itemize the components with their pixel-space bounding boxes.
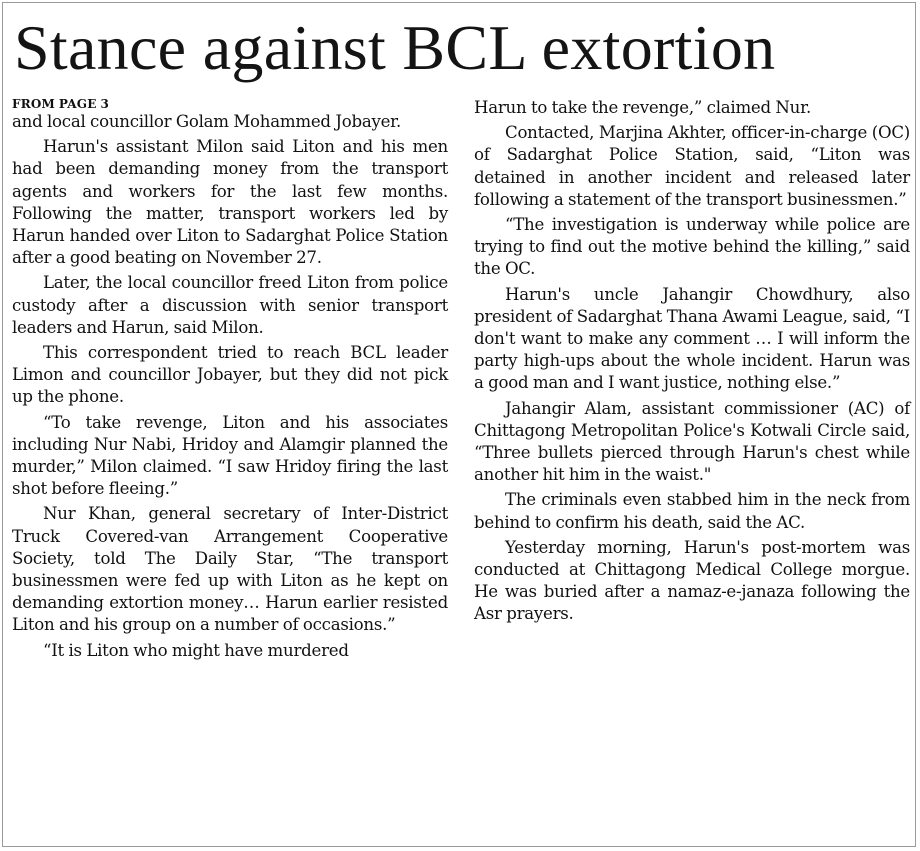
paragraph: Harun to take the revenge,” claimed Nur. xyxy=(474,98,811,117)
paragraph: Nur Khan, general secretary of Inter-District Truck Covered-van Arrangement Cooperative Society, told The Daily Star, “The transport businessmen were fed up with Liton as he kept on demanding extortion money… Harun earlier resisted Liton and his group on a number of occasions.” xyxy=(12,504,448,635)
right-column xyxy=(474,97,910,629)
paragraph: Later, the local councillor freed Liton from police custody after a discussion with senior transport leaders and Harun, said Milon. xyxy=(12,273,448,337)
headline: Stance against BCL extortion xyxy=(14,12,776,83)
continuation-kicker: FROM PAGE 3 xyxy=(12,97,109,111)
paragraph: “The investigation is underway while police are trying to find out the motive behind the killing,” said the OC. xyxy=(474,215,910,279)
paragraph: This correspondent tried to reach BCL leader Limon and councillor Jobayer, but they did not pick up the phone. xyxy=(12,343,448,407)
paragraph: “It is Liton who might have murdered xyxy=(43,640,349,660)
paragraph: Jahangir Alam, assistant commissioner (AC) of Chittagong Metropolitan Police's Kotwali Circle said, “Three bullets pierced through Harun's chest while another hit him in the waist." xyxy=(474,398,910,485)
paragraph: “To take revenge, Liton and his associates including Nur Nabi, Hridoy and Alamgir planned the murder,” Milon claimed. “I saw Hridoy firing the last shot before fleeing.” xyxy=(12,412,448,499)
paragraph: The criminals even stabbed him in the neck from behind to confirm his death, said the AC. xyxy=(474,490,910,532)
paragraph: Harun's assistant Milon said Liton and his men had been demanding money from the transport agents and workers for the last few months. Following the matter, transport workers led by Harun handed over Liton to Sadarghat Police Station after a good beating on November 27. xyxy=(12,137,448,268)
paragraph: and local councillor Golam Mohammed Jobayer. xyxy=(12,112,402,131)
left-column xyxy=(12,97,448,665)
paragraph: Yesterday morning, Harun's post-mortem was conducted at Chittagong Medical College morgue. He was buried after a namaz-e-janaza following the Asr prayers. xyxy=(474,537,910,624)
paragraph: Harun's uncle Jahangir Chowdhury, also president of Sadarghat Thana Awami League, said, “I don't want to make any comment … I will inform the party high-ups about the whole incident. Harun was a good man and I want justice, nothing else.” xyxy=(474,284,910,393)
paragraph: Contacted, Marjina Akhter, officer-in-charge (OC) of Sadarghat Police Station, said, “Liton was detained in another incident and released later following a statement of the transport businessmen.” xyxy=(474,123,910,209)
